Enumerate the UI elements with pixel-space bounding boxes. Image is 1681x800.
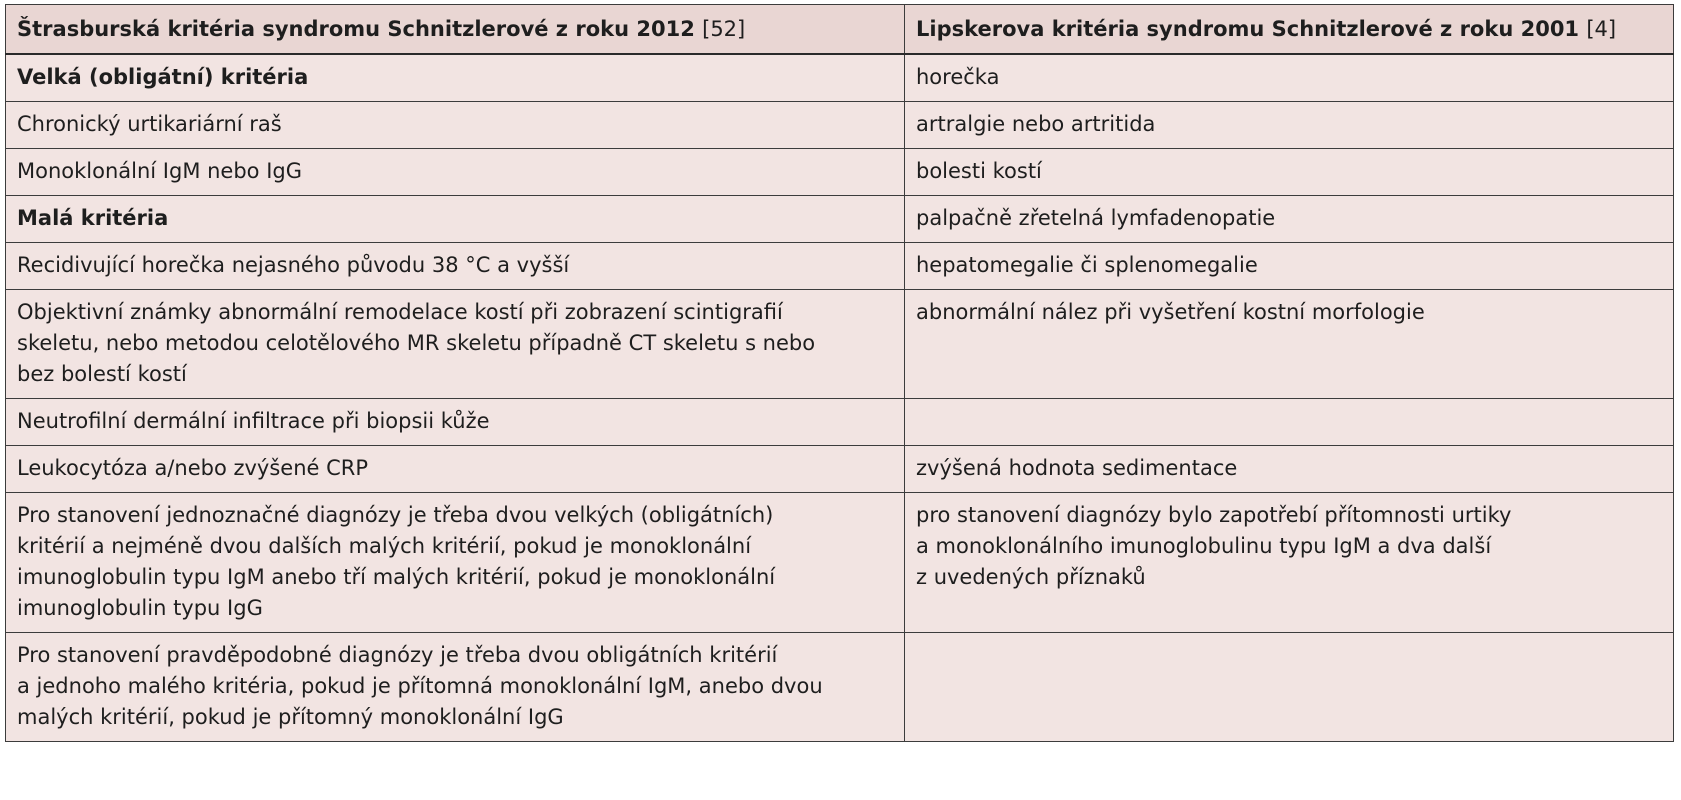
table-body [6,54,1674,742]
lipsker-cell: zvýšená hodnota sedimentace [905,446,1674,493]
lipsker-cell: hepatomegalie či splenomegalie [905,243,1674,290]
strasbourg-cell: Monoklonální IgM nebo IgG [6,149,905,196]
strasbourg-cell: Chronický urtikariární raš [6,102,905,149]
strasbourg-cell: Pro stanovení pravděpodobné diagnózy je třeba dvou obligátních kritérií a jednoho malého kritéria, pokud je přítomná monoklonální IgM, anebo dvou malých kritérií, pokud je přítomný monoklonální IgG [6,633,905,742]
lipsker-cell [905,399,1674,446]
strasbourg-cell: Leukocytóza a/nebo zvýšené CRP [6,446,905,493]
lipsker-cell: pro stanovení diagnózy bylo zapotřebí přítomnosti urtiky a monoklonálního imunoglobulinu typu IgM a dva další z uvedených příznaků [905,493,1674,633]
table-row [6,399,1674,446]
lipsker-cell: artralgie nebo artritida [905,102,1674,149]
strasbourg-cell: Objektivní známky abnormální remodelace kostí při zobrazení scintigrafií skeletu, nebo metodou celotělového MR skeletu případně CT skeletu s nebo bez bolestí kostí [6,290,905,399]
strasbourg-cell: Malá kritéria [6,196,905,243]
table-row [6,54,1674,102]
table-header [6,5,1674,55]
table-row [6,243,1674,290]
table-row [6,633,1674,742]
table-row [6,290,1674,399]
lipsker-cell: palpačně zřetelná lymfadenopatie [905,196,1674,243]
header-title: Lipskerova kritéria syndromu Schnitzlerové z roku 2001 [916,17,1580,41]
table-row [6,102,1674,149]
lipsker-cell: bolesti kostí [905,149,1674,196]
header-reference: [4] [1586,17,1617,41]
header-row [6,5,1674,55]
table-row [6,149,1674,196]
criteria-table-container [5,4,1673,742]
strasbourg-cell: Velká (obligátní) kritéria [6,54,905,102]
header-lipsker-criteria [905,5,1674,55]
table-row [6,446,1674,493]
strasbourg-cell: Neutrofilní dermální infiltrace při biopsii kůže [6,399,905,446]
table-row [6,493,1674,633]
lipsker-cell: horečka [905,54,1674,102]
table-row [6,196,1674,243]
lipsker-cell: abnormální nález při vyšetření kostní morfologie [905,290,1674,399]
header-title: Štrasburská kritéria syndromu Schnitzlerové z roku 2012 [17,17,695,41]
header-strasbourg-criteria [6,5,905,55]
header-reference: [52] [702,17,746,41]
strasbourg-cell: Recidivující horečka nejasného původu 38 °C a vyšší [6,243,905,290]
criteria-table [5,4,1674,742]
strasbourg-cell: Pro stanovení jednoznačné diagnózy je třeba dvou velkých (obligátních) kritérií a nejméně dvou dalších malých kritérií, pokud je monoklonální imunoglobulin typu IgM anebo tří malých kritérií, pokud je monoklonální imunoglobulin typu IgG [6,493,905,633]
lipsker-cell [905,633,1674,742]
